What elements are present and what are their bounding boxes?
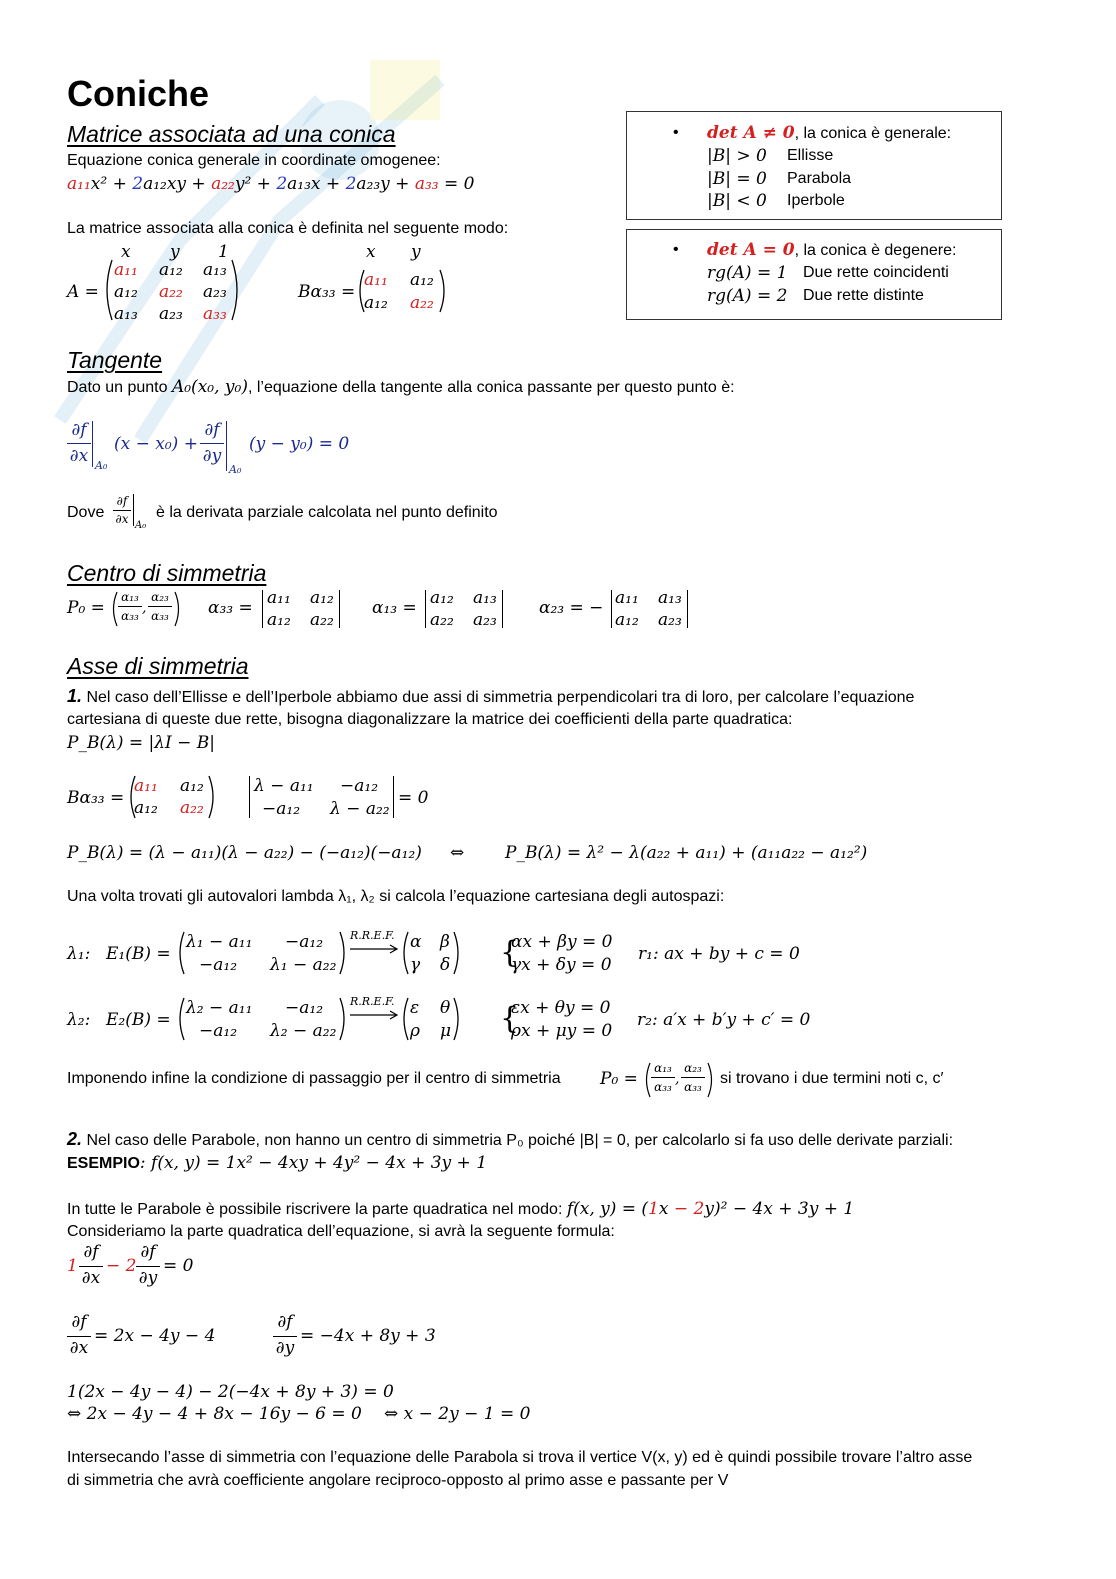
p0-num2: α₂₃ <box>151 590 169 604</box>
fraction-bar <box>681 1077 705 1078</box>
e1-cell: λ₁ − a₁₁ <box>186 932 253 952</box>
box2-lead-line: det A = 0, la conica è degenere: <box>707 240 957 260</box>
coef-minus-2: − 2 <box>106 1256 137 1276</box>
matrix-b-cell: a₂₂ <box>410 293 434 313</box>
df-num: ∂f <box>140 1242 156 1262</box>
box2-condition: rg(A) = 1 <box>707 263 788 283</box>
fraction-bar <box>651 1077 675 1078</box>
tan-df-num: ∂f <box>71 420 87 440</box>
matrix-a-cell: a₁₃ <box>114 304 138 324</box>
text-impon-rest: si trovano i due termini noti c, c′ <box>720 1070 944 1087</box>
p0-den1: α₃₃ <box>121 609 139 623</box>
matrix-b-label: Bα₃₃ = <box>298 282 356 302</box>
matrix-a-header-1: 1 <box>218 242 229 262</box>
det23-cell: a₂₃ <box>658 610 682 630</box>
matrix-b2-cell: a₁₂ <box>180 776 204 796</box>
fraction-bar <box>67 1336 91 1337</box>
dy-den: ∂y <box>275 1338 295 1358</box>
dove-df: ∂f <box>116 494 128 508</box>
system1-eq: γx + δy = 0 <box>511 955 612 975</box>
arrow-icon <box>350 1010 400 1020</box>
alpha33-label: α₃₃ = <box>208 598 253 618</box>
matrix-b-cell: a₁₂ <box>364 293 388 313</box>
text-asse-p1: 1. Nel caso dell’Ellisse e dell’Iperbole abbiamo due assi di simmetria perpendicolari tra di loro, per calcolare l’equazione <box>67 686 915 706</box>
det-bar <box>393 776 394 818</box>
fraction-bar <box>200 443 224 444</box>
e2-cell: −a₁₂ <box>199 1021 238 1041</box>
bullet-icon: • <box>673 124 679 141</box>
tan-term2: (y − y₀) = 0 <box>249 434 350 454</box>
df-num: ∂f <box>277 1312 293 1332</box>
fraction-bar <box>273 1336 297 1337</box>
matrix-a-cell: a₁₁ <box>114 260 138 280</box>
matrix-b-cell: a₁₁ <box>364 270 388 290</box>
df-num: ∂f <box>71 1312 87 1332</box>
matrix-a-cell: a₁₂ <box>159 260 183 280</box>
text-final-1: Intersecando l’asse di simmetria con l’equazione delle Parabola si trova il vertice V(x, y) ed è quindi possibile trovare l’altro asse <box>67 1449 973 1466</box>
dx-den: ∂x <box>69 1338 89 1358</box>
lambda1-label: λ₁: <box>67 944 91 964</box>
matrix-b2-label: Bα₃₃ = <box>67 788 125 808</box>
conic-general-equation: a₁₁x² + 2a₁₂xy + a₂₂y² + 2a₁₃x + 2a₂₃y + a₃₃ = 0 <box>67 174 475 194</box>
text-riscrivere: In tutte le Parabole è possibile riscrivere la parte quadratica nel modo: f(x, y) = (1x − 2y)² − 4x + 3y + 1 <box>67 1199 855 1219</box>
det-lambda-cell: −a₁₂ <box>340 776 379 796</box>
iff-symbol: ⇔ <box>450 843 465 863</box>
text-dove: Dove <box>67 504 105 521</box>
det-bar <box>502 590 503 628</box>
tan-dx-den: ∂x <box>69 446 89 466</box>
eval-bar <box>92 421 93 467</box>
matrix-a-cell: a₂₃ <box>159 304 183 324</box>
rref-label: R.R.E.F. <box>350 995 395 1008</box>
det23-cell: a₁₃ <box>658 588 682 608</box>
det-equals-zero: = 0 <box>398 788 429 808</box>
fraction-bar <box>79 1266 103 1267</box>
r2-cell: ε <box>410 998 420 1018</box>
p0-label: P₀ = <box>67 598 105 618</box>
r2-cell: θ <box>440 998 451 1018</box>
det-lambda-cell: λ − a₂₂ <box>330 799 390 819</box>
tan-term1: (x − x₀) + <box>114 434 198 454</box>
det13-cell: a₁₂ <box>430 588 454 608</box>
char-poly-final: P_B(λ) = λ² − λ(a₂₂ + a₁₁) + (a₁₁a₂₂ − a₁₂²) <box>505 843 868 863</box>
r1-cell: γ <box>410 955 421 975</box>
e2-cell: λ₂ − a₂₂ <box>270 1021 337 1041</box>
matrix-a-cell: a₂₂ <box>159 282 183 302</box>
e1-cell: −a₁₂ <box>285 932 324 952</box>
system2-eq: ρx + μy = 0 <box>511 1021 613 1041</box>
text-equazione-intro: Equazione conica generale in coordinate omogenee: <box>67 152 441 169</box>
dfdx-result: = 2x − 4y − 4 <box>94 1326 216 1346</box>
eval-bar <box>133 494 134 526</box>
fraction-bar <box>113 510 131 511</box>
box-det-zero <box>626 229 1002 320</box>
matrix-a-cell: a₁₃ <box>203 260 227 280</box>
impon-num1: α₁₃ <box>654 1061 672 1075</box>
alpha23-label: α₂₃ = − <box>539 598 604 618</box>
matrix-b2-cell: a₂₂ <box>180 798 204 818</box>
r2-cell: μ <box>440 1021 452 1041</box>
fraction-bar <box>136 1266 160 1267</box>
r2-cell: ρ <box>410 1021 420 1041</box>
box1-condition: |B| < 0 <box>707 191 767 211</box>
matrix-a-header-x: x <box>121 242 131 262</box>
system-brace: { <box>500 1001 520 1036</box>
r1-cell: α <box>410 932 422 952</box>
e2-cell: −a₁₂ <box>285 998 324 1018</box>
e2-label: E₂(B) = <box>106 1010 171 1030</box>
r2-line-eq: r₂: a′x + b′y + c′ = 0 <box>637 1010 811 1030</box>
matrix-a-label: A = <box>67 282 99 302</box>
matrix-b2-cell: a₁₂ <box>134 798 158 818</box>
r1-cell: β <box>440 932 450 952</box>
alpha13-label: α₁₃ = <box>372 598 417 618</box>
det-bar <box>425 590 426 628</box>
box1-result: Parabola <box>787 170 852 187</box>
system2-eq: εx + θy = 0 <box>511 998 611 1018</box>
matrix-a-cell: a₂₃ <box>203 282 227 302</box>
equals-zero: = 0 <box>163 1256 194 1276</box>
matrix-a-cell: a₃₃ <box>203 304 227 324</box>
bullet-icon: • <box>673 241 679 258</box>
text-asse-p1b: cartesiana di queste due rette, bisogna diagonalizzare la matrice dei coefficienti della parte quadratica: <box>67 711 793 728</box>
det-bar <box>611 590 612 628</box>
det33-cell: a₂₂ <box>310 610 334 630</box>
box2-result: Due rette distinte <box>803 287 924 304</box>
matrix-b-header-y: y <box>411 242 421 262</box>
box-det-nonzero <box>626 111 1002 220</box>
box1-lead-line: det A ≠ 0, la conica è generale: <box>707 123 952 143</box>
calc-line-2: ⇔ 2x − 4y − 4 + 8x − 16y − 6 = 0 <box>67 1404 362 1424</box>
tan-eval-point: A₀ <box>95 459 108 472</box>
e1-cell: λ₁ − a₂₂ <box>270 955 337 975</box>
det23-cell: a₁₁ <box>615 588 639 608</box>
det-bar <box>249 776 250 818</box>
det13-cell: a₂₂ <box>430 610 454 630</box>
det13-cell: a₁₃ <box>473 588 497 608</box>
matrix-b-cell: a₁₂ <box>410 270 434 290</box>
text-dove-rest: è la derivata parziale calcolata nel punto definito <box>156 504 498 521</box>
impon-p0-label: P₀ = <box>600 1069 638 1089</box>
eval-bar <box>226 421 227 471</box>
det33-cell: a₁₂ <box>310 588 334 608</box>
fraction-bar <box>118 606 142 607</box>
box1-result: Ellisse <box>787 147 834 164</box>
box1-condition: |B| = 0 <box>707 169 767 189</box>
r1-line-eq: r₁: ax + by + c = 0 <box>638 944 800 964</box>
matrix-b2-cell: a₁₁ <box>134 776 158 796</box>
tan-dy-den: ∂y <box>202 446 222 466</box>
dove-point: A₀ <box>135 520 147 531</box>
e1-label: E₁(B) = <box>106 944 171 964</box>
impon-num2: α₂₃ <box>684 1061 702 1075</box>
dy-den: ∂y <box>138 1268 158 1288</box>
arrow-icon <box>350 944 400 954</box>
text-esempio: ESEMPIO: f(x, y) = 1x² − 4xy + 4y² − 4x + 3y + 1 <box>67 1153 488 1173</box>
matrix-b-header-x: x <box>366 242 376 262</box>
text-matrice-intro: La matrice associata alla conica è definita nel seguente modo: <box>67 220 509 237</box>
section-heading-matrice: Matrice associata ad una conica <box>67 121 396 147</box>
box1-result: Iperbole <box>787 192 845 209</box>
calc-line-1: 1(2x − 4y − 4) − 2(−4x + 8y + 3) = 0 <box>67 1382 394 1402</box>
char-poly-expanded: P_B(λ) = (λ − a₁₁)(λ − a₂₂) − (−a₁₂)(−a₁₂) <box>67 843 422 863</box>
rref-label: R.R.E.F. <box>350 929 395 942</box>
p0-den2: α₃₃ <box>151 609 169 623</box>
box1-condition: |B| > 0 <box>707 146 767 166</box>
matrix-a-cell: a₁₂ <box>114 282 138 302</box>
det-bar <box>262 590 263 628</box>
det-bar <box>339 590 340 628</box>
char-poly-def: P_B(λ) = |λI − B| <box>67 733 216 753</box>
calc-line-3: ⇔ x − 2y − 1 = 0 <box>384 1404 531 1424</box>
p0-num1: α₁₃ <box>121 590 139 604</box>
section-heading-centro: Centro di simmetria <box>67 560 267 586</box>
dove-dx: ∂x <box>115 512 129 526</box>
text-imponendo: Imponendo infine la condizione di passaggio per il centro di simmetria <box>67 1070 561 1087</box>
section-heading-tangente: Tangente <box>67 347 163 373</box>
tan-eval-point: A₀ <box>229 463 242 476</box>
det13-cell: a₂₃ <box>473 610 497 630</box>
lambda2-label: λ₂: <box>67 1010 91 1030</box>
dx-den: ∂x <box>81 1268 101 1288</box>
impon-den1: α₃₃ <box>654 1080 672 1094</box>
system1-eq: αx + βy = 0 <box>511 932 613 952</box>
text-asse-p2: 2. Nel caso delle Parabole, non hanno un centro di simmetria P₀ poiché |B| = 0, per calcolarlo si fa uso delle derivate parziali: <box>67 1129 954 1149</box>
text-tangente-intro: Dato un punto A₀(x₀, y₀), l’equazione della tangente alla conica passante per questo punto è: <box>67 377 735 397</box>
system-brace: { <box>500 935 520 970</box>
df-num: ∂f <box>83 1242 99 1262</box>
r1-cell: δ <box>440 955 451 975</box>
fraction-bar <box>148 606 172 607</box>
det-lambda-cell: λ − a₁₁ <box>254 776 314 796</box>
det-bar <box>687 590 688 628</box>
det33-cell: a₁₁ <box>267 588 291 608</box>
impon-den2: α₃₃ <box>684 1080 702 1094</box>
det23-cell: a₁₂ <box>615 610 639 630</box>
text-autovalori: Una volta trovati gli autovalori lambda λ₁, λ₂ si calcola l’equazione cartesiana degli autospazi: <box>67 888 725 905</box>
dfdy-result: = −4x + 8y + 3 <box>300 1326 436 1346</box>
matrix-a-header-y: y <box>170 242 180 262</box>
page-title: Coniche <box>67 73 210 114</box>
e2-cell: λ₂ − a₁₁ <box>186 998 253 1018</box>
det33-cell: a₁₂ <box>267 610 291 630</box>
box2-result: Due rette coincidenti <box>803 264 949 281</box>
e1-cell: −a₁₂ <box>199 955 238 975</box>
box2-condition: rg(A) = 2 <box>707 286 788 306</box>
comma: , <box>675 1071 680 1087</box>
det-lambda-cell: −a₁₂ <box>262 799 301 819</box>
text-consideriamo: Consideriamo la parte quadratica dell’equazione, si avrà la seguente formula: <box>67 1223 615 1240</box>
tan-df-num: ∂f <box>204 420 220 440</box>
section-heading-asse: Asse di simmetria <box>67 653 249 679</box>
fraction-bar <box>67 443 91 444</box>
comma: , <box>142 600 147 616</box>
text-final-2: di simmetria che avrà coefficiente angolare reciproco-opposto al primo asse e passante per V <box>67 1472 729 1489</box>
coef-1: 1 <box>67 1256 78 1276</box>
